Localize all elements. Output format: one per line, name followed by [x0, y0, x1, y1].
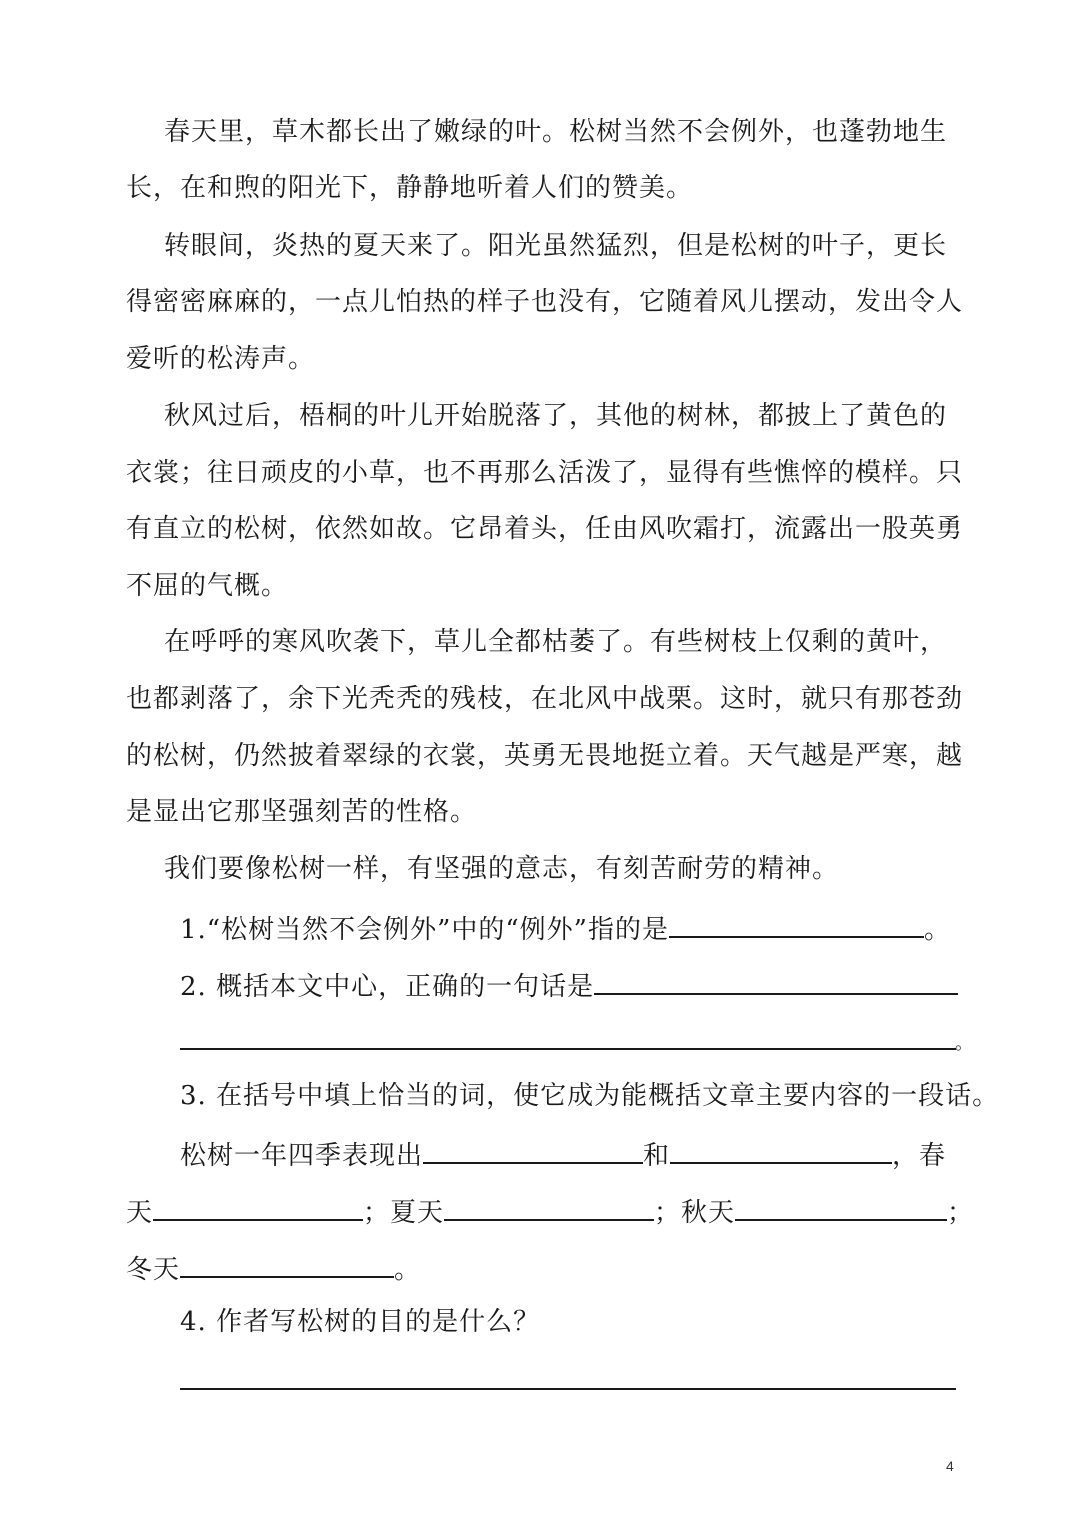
passage-line: 爱听的松涛声。 — [126, 344, 316, 374]
page-number: 4 — [946, 1458, 954, 1474]
passage-line: 长，在和煦的阳光下，静静地听着人们的赞美。 — [126, 173, 694, 203]
q3-text: 冬天 — [126, 1255, 181, 1285]
question-1 — [180, 908, 951, 948]
answer-blank-winter[interactable] — [180, 1248, 394, 1278]
question-2-end: 。 — [955, 1033, 974, 1054]
question-3-line-1 — [180, 1134, 946, 1174]
passage-line: 不屈的气概。 — [126, 571, 289, 601]
answer-blank-3b[interactable] — [670, 1134, 892, 1164]
passage-line: 我们要像松树一样，有坚强的意志，有刻苦耐劳的精神。 — [164, 854, 840, 884]
question-3-line-2 — [126, 1191, 974, 1231]
answer-blank-2a[interactable] — [594, 965, 958, 995]
passage-line: 转眼间，炎热的夏天来了。阳光虽然猛烈，但是松树的叶子，更长 — [164, 231, 948, 261]
passage-line: 衣裳；往日顽皮的小草，也不再那么活泼了，显得有些憔悴的模样。只 — [126, 458, 964, 488]
question-2-text: 2. 概括本文中心，正确的一句话是 — [180, 972, 595, 1002]
q3-text: 和 — [643, 1141, 671, 1171]
answer-blank-1[interactable] — [669, 908, 924, 938]
question-2 — [180, 965, 958, 1005]
q3-text: ；秋天 — [654, 1198, 736, 1228]
answer-blank-3a[interactable] — [423, 1134, 643, 1164]
answer-blank-2b[interactable] — [180, 1048, 956, 1050]
passage-line: 是显出它那坚强刻苦的性格。 — [126, 797, 478, 827]
passage-line: 春天里，草木都长出了嫩绿的叶。松树当然不会例外，也蓬勃地生 — [164, 117, 948, 147]
question-3: 3. 在括号中填上恰当的词，使它成为能概括文章主要内容的一段话。 — [180, 1081, 1000, 1111]
answer-blank-autumn[interactable] — [735, 1191, 947, 1221]
q3-text: 松树一年四季表现出 — [180, 1141, 424, 1171]
question-1-end: 。 — [923, 915, 951, 945]
passage-line: 秋风过后，梧桐的叶儿开始脱落了，其他的树林，都披上了黄色的 — [164, 401, 948, 431]
q3-text: ；夏天 — [363, 1198, 445, 1228]
answer-blank-spring[interactable] — [153, 1191, 363, 1221]
question-4: 4. 作者写松树的目的是什么？ — [180, 1307, 541, 1337]
answer-blank-4[interactable] — [180, 1388, 956, 1390]
q3-text: 天 — [126, 1198, 154, 1228]
q3-text: 。 — [394, 1255, 422, 1285]
q3-text: ； — [947, 1198, 975, 1228]
passage-line: 的松树，仍然披着翠绿的衣裳，英勇无畏地挺立着。天气越是严寒，越 — [126, 741, 964, 771]
answer-blank-summer[interactable] — [444, 1191, 654, 1221]
passage-line: 有直立的松树，依然如故。它昂着头，任由风吹霜打，流露出一股英勇 — [126, 514, 964, 544]
question-1-text: 1.“松树当然不会例外”中的“例外”指的是 — [180, 915, 669, 945]
passage-line: 也都剥落了，余下光秃秃的残枝，在北风中战栗。这时，就只有那苍劲 — [126, 684, 964, 714]
q3-text: ，春 — [892, 1141, 947, 1171]
question-3-line-3 — [126, 1248, 421, 1288]
passage-line: 在呼呼的寒风吹袭下，草儿全都枯萎了。有些树枝上仅剩的黄叶， — [164, 627, 948, 657]
passage-line: 得密密麻麻的，一点儿怕热的样子也没有，它随着风儿摆动，发出令人 — [126, 287, 964, 317]
